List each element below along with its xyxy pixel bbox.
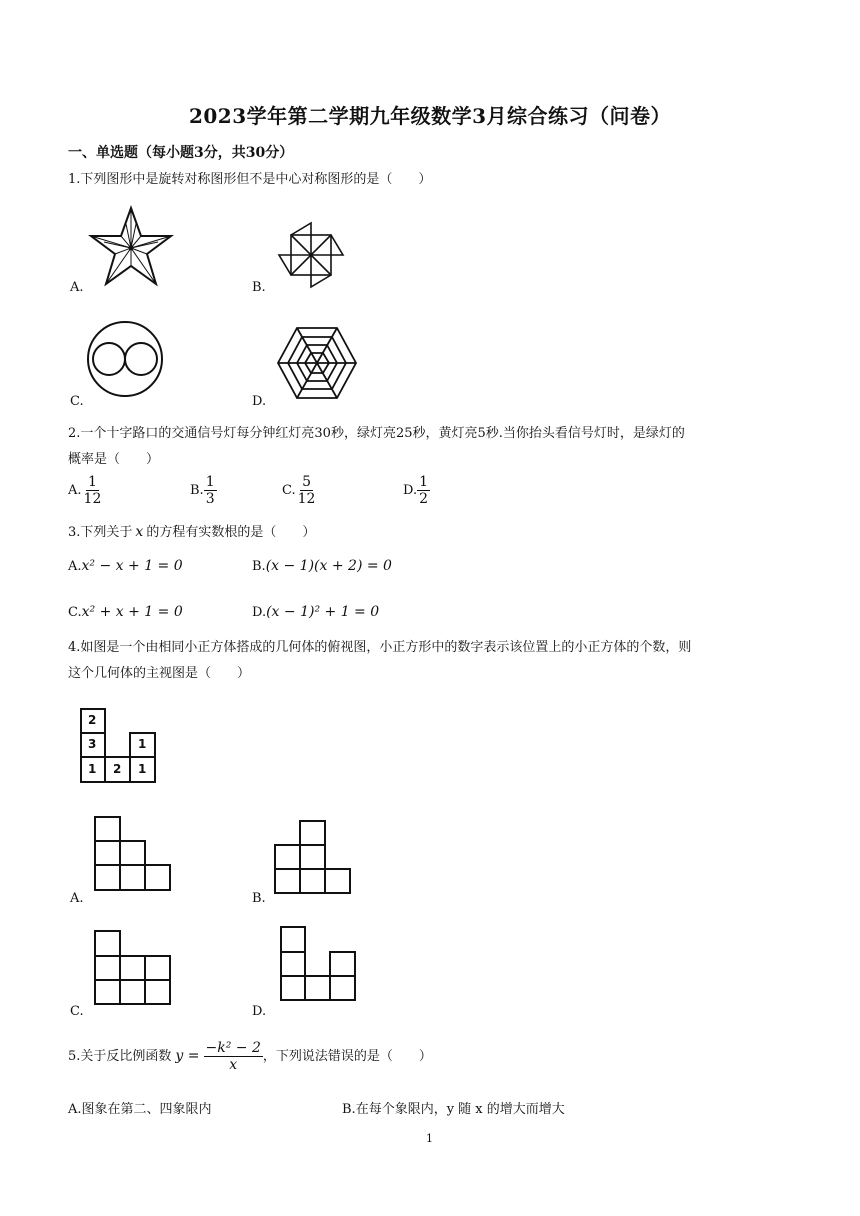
q3-option-d — [252, 604, 379, 621]
q2-option-a-numerator: 1 — [87, 474, 97, 490]
q4-option-b-label: B. — [252, 891, 266, 906]
question-5-function-lhs: y = — [175, 1048, 200, 1065]
question-3-stem-suffix: 的方程有实数根的是（ ） — [146, 525, 316, 540]
question-5-stem-prefix: 5.关于反比例函数 — [68, 1048, 172, 1064]
section-header: 一、单选题（每小题3分，共30分） — [68, 145, 294, 161]
q2-option-b-denominator: 3 — [205, 491, 215, 508]
q4-grid-number-c2r3: 2 — [113, 762, 122, 776]
q2-option-a-denominator: 12 — [83, 491, 102, 508]
q3-option-b-equation: (x − 1)(x + 2) = 0 — [265, 558, 392, 574]
question-4-stem-line2: 这个几何体的主视图是（ ） — [68, 666, 251, 681]
q4-grid-number-c1r1: 2 — [88, 713, 97, 727]
q5-option-b-text: 在每个象限内，y 随 x 的增大而增大 — [355, 1102, 565, 1117]
q2-option-a-fraction — [82, 474, 104, 507]
page-number: 1 — [426, 1132, 433, 1145]
question-4-stem-line1: 4.如图是一个由相同小正方体搭成的几何体的俯视图，小正方形中的数字表示该位置上的小正方体的个数，则 — [68, 640, 692, 655]
q2-option-d-denominator: 2 — [419, 491, 429, 508]
q5-option-a — [68, 1102, 212, 1118]
q1-option-b-label: B. — [252, 280, 266, 295]
q5-option-b-label: B. — [342, 1102, 356, 1117]
q4-option-b-front-view — [274, 820, 352, 894]
q3-option-c-equation: x² + x + 1 = 0 — [81, 604, 183, 620]
q2-option-c-fraction — [296, 474, 318, 507]
question-5-function-denominator: x — [229, 1057, 238, 1074]
q3-option-a — [68, 558, 183, 575]
q2-option-d-fraction — [417, 474, 430, 507]
q2-option-d-numerator: 1 — [419, 474, 429, 490]
q2-option-b — [190, 474, 217, 507]
q5-option-b — [342, 1102, 565, 1118]
q2-option-b-fraction — [204, 474, 217, 507]
q4-option-d-front-view — [280, 926, 358, 1002]
q5-option-a-text: 图象在第二、四象限内 — [81, 1102, 212, 1117]
question-2-stem-line2: 概率是（ ） — [68, 452, 160, 467]
q2-option-a-label: A. — [68, 482, 82, 498]
q2-option-a — [68, 474, 103, 507]
q2-option-c-numerator: 5 — [302, 474, 311, 490]
q4-option-c-label: C. — [70, 1004, 84, 1019]
question-1-stem: 1.下列图形中是旋转对称图形但不是中心对称图形的是（ ） — [68, 172, 432, 187]
question-5-function-fraction — [204, 1040, 263, 1073]
q2-option-c — [282, 474, 317, 507]
q4-grid-number-c3r2: 1 — [138, 737, 147, 751]
q3-option-d-equation: (x − 1)² + 1 = 0 — [266, 604, 380, 620]
q4-option-d-label: D. — [252, 1004, 267, 1019]
q3-option-a-equation: x² − x + 1 = 0 — [81, 558, 183, 574]
page-title: 2023学年第二学期九年级数学3月综合练习（问卷） — [188, 104, 672, 128]
question-3-stem — [68, 524, 315, 541]
q2-option-b-numerator: 1 — [205, 474, 215, 490]
question-2-stem-line1: 2.一个十字路口的交通信号灯每分钟红灯亮30秒，绿灯亮25秒，黄灯亮5秒.当你抬头看信号灯时，是绿灯的 — [68, 426, 685, 441]
q3-option-b-label: B. — [252, 559, 266, 574]
q3-option-c — [68, 604, 183, 621]
question-3-stem-variable: x — [135, 524, 144, 540]
q1-option-b-pinwheel-figure — [278, 222, 344, 288]
q4-option-c-front-view — [94, 930, 172, 1006]
q2-option-b-label: B. — [190, 482, 204, 498]
question-5-function-numerator: −k² − 2 — [205, 1040, 261, 1056]
q4-grid-number-c1r2: 3 — [88, 737, 97, 751]
q2-option-c-label: C. — [282, 482, 296, 498]
question-3-stem-prefix: 3.下列关于 — [68, 525, 133, 540]
q2-option-d-label: D. — [403, 482, 418, 498]
q4-grid-number-c1r3: 1 — [88, 762, 97, 776]
question-5-stem — [68, 1040, 432, 1073]
q3-option-d-label: D. — [252, 605, 267, 620]
q1-option-d-label: D. — [252, 394, 267, 409]
q1-option-c-label: C. — [70, 394, 84, 409]
q3-option-c-label: C. — [68, 605, 82, 620]
q1-option-c-circles-figure — [86, 320, 164, 398]
question-5-stem-suffix: ，下列说法错误的是（ ） — [262, 1048, 432, 1064]
q3-option-a-label: A. — [68, 559, 82, 574]
q5-option-a-label: A. — [68, 1102, 82, 1117]
q4-grid-number-c3r3: 1 — [138, 762, 147, 776]
q1-option-a-star-figure — [88, 206, 174, 288]
q2-option-d — [403, 474, 430, 507]
q1-option-d-hexagon-web-figure — [276, 326, 358, 400]
q1-option-a-label: A. — [70, 280, 84, 295]
q2-option-c-denominator: 12 — [297, 491, 316, 508]
q4-option-a-label: A. — [70, 891, 84, 906]
q4-option-a-front-view — [94, 816, 172, 892]
q3-option-b — [252, 558, 392, 575]
